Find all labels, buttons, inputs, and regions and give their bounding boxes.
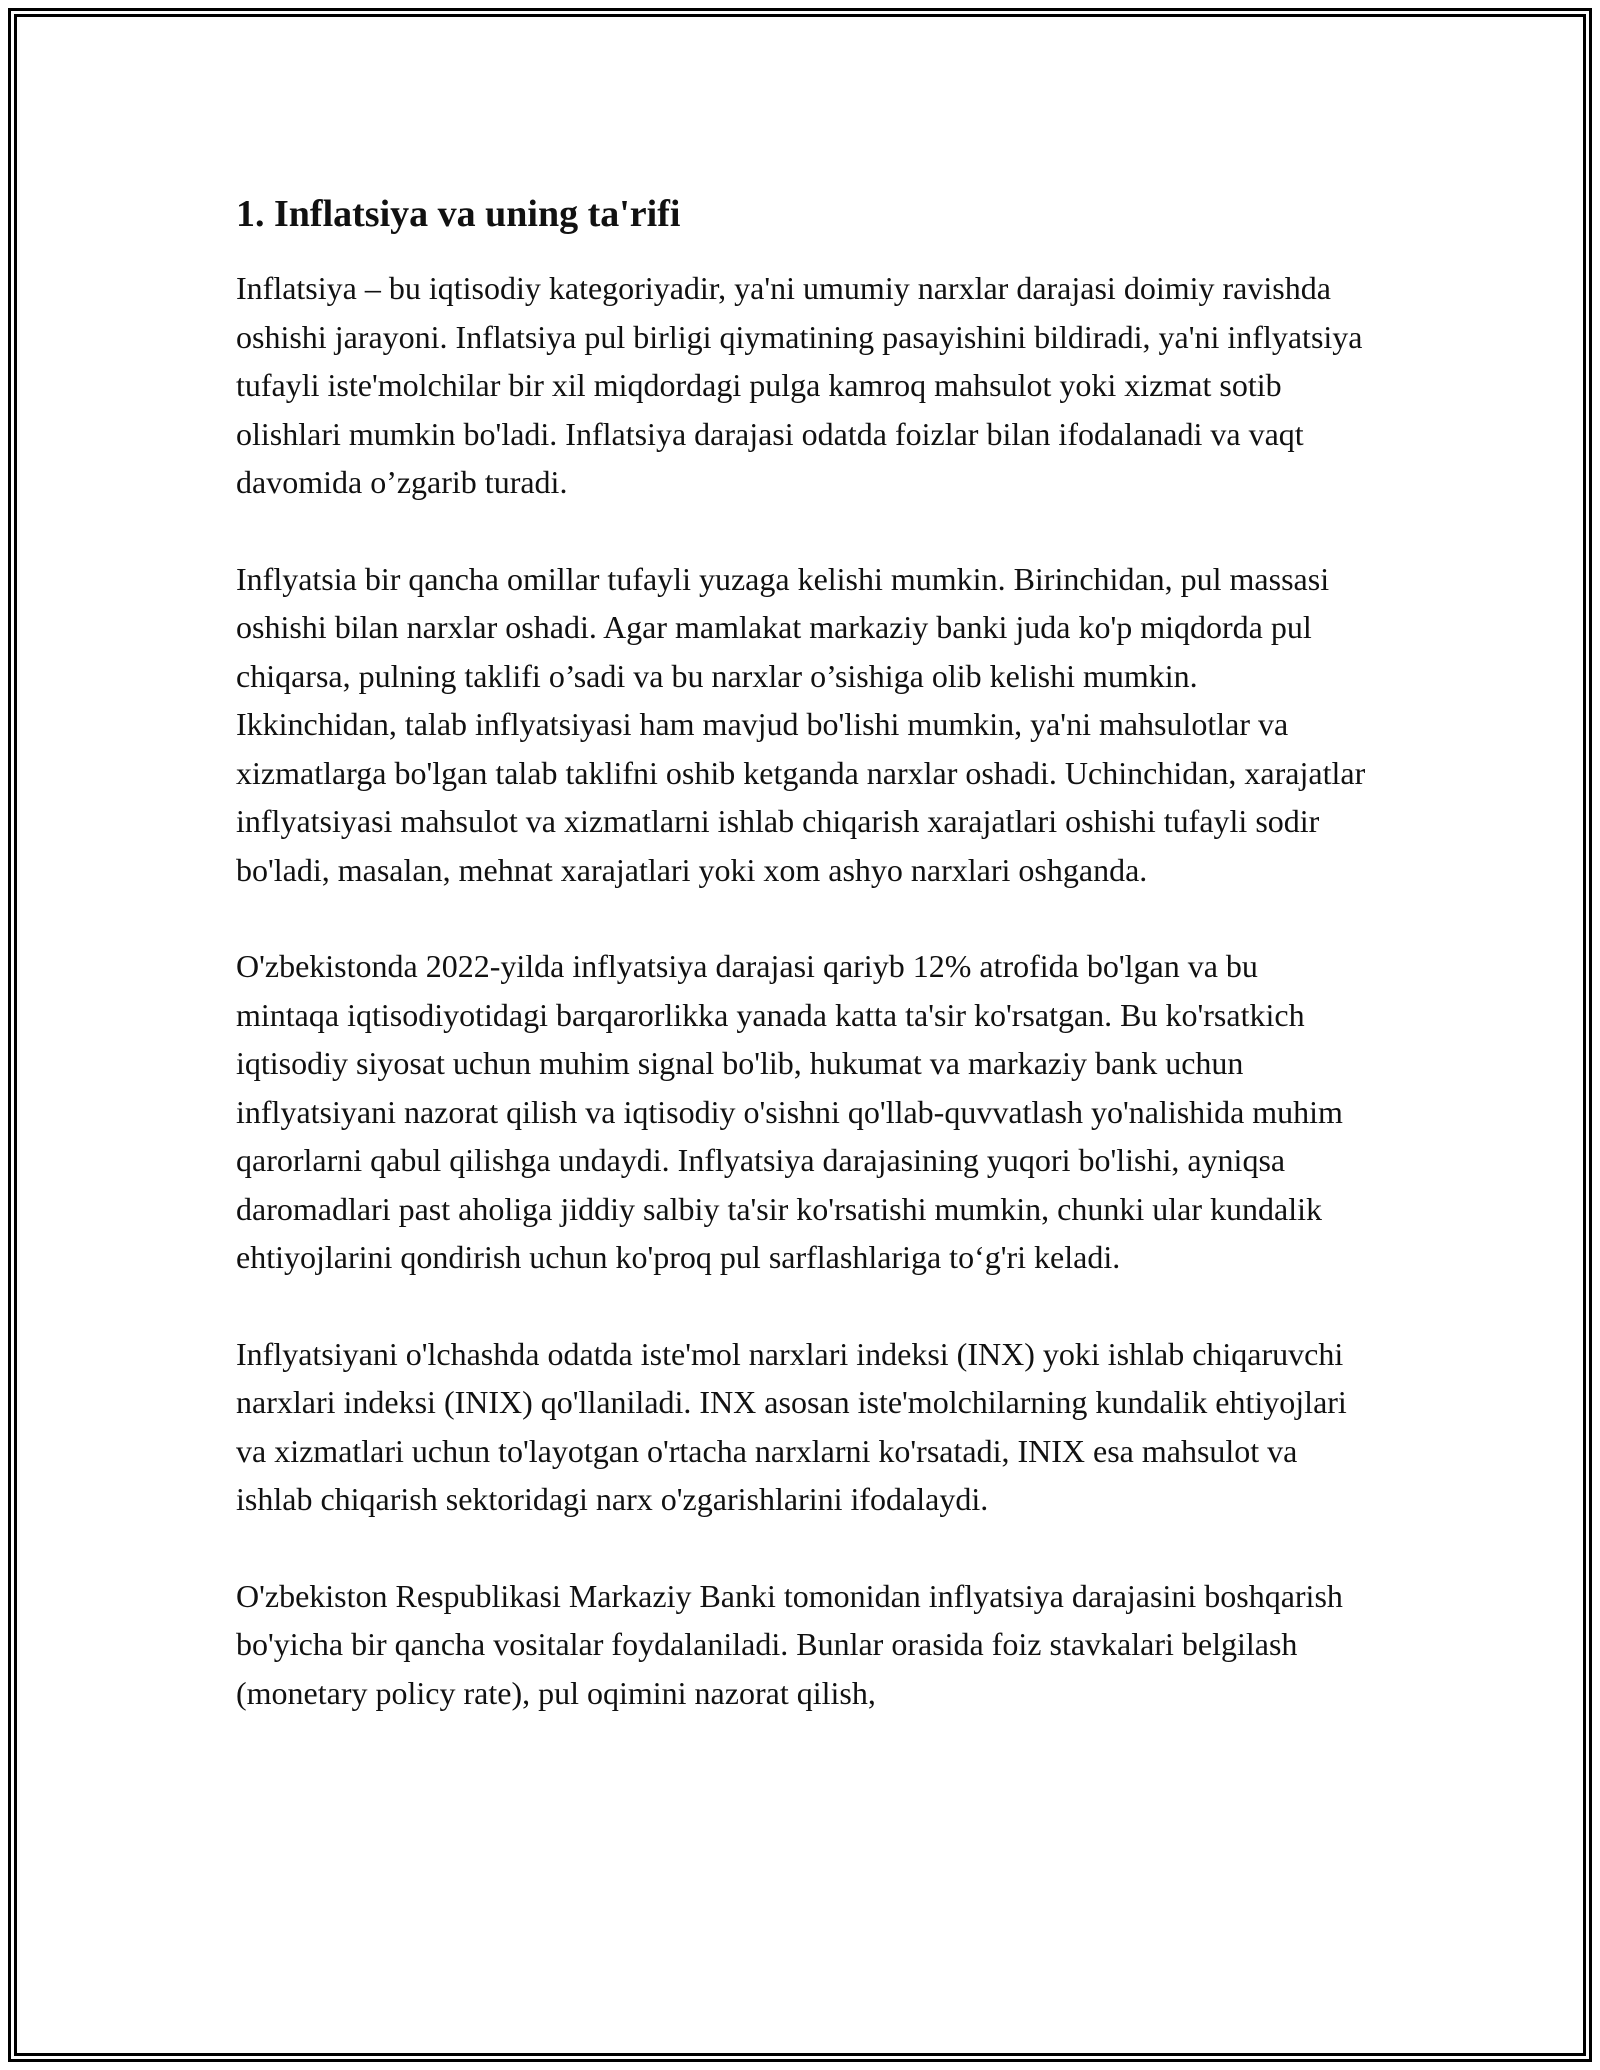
paragraph-definition: Inflatsiya – bu iqtisodiy kategoriyadir, ya'ni umumiy narxlar darajasi doimiy ravishda oshishi jarayoni. Inflatsiya pul birligi qiymatining pasayishini bildiradi, ya'ni inflyatsiya tufayli iste'molchilar bir xil miqdordagi pulga kamroq mahsulot yoki xizmat sotib olishlari mumkin bo'ladi. Inflatsiya darajasi odatda foizlar bilan ifodalanadi va vaqt davomida o’zgarib turadi. bbox=[236, 270, 1363, 500]
paragraph-central-bank: O'zbekiston Respublikasi Markaziy Banki tomonidan inflyatsiya darajasini boshqarish bo'yicha bir qancha vositalar foydalaniladi. Bunlar orasida foiz stavkalari belgilash (monetary policy rate), pul oqimini nazorat qilish, bbox=[236, 1577, 1343, 1711]
section-heading: 1. Inflatsiya va uning ta'rifi bbox=[236, 193, 681, 235]
paragraph-uzbekistan-2022: O'zbekistonda 2022-yilda inflyatsiya darajasi qariyb 12% atrofida bo'lgan va bu mintaqa iqtisodiyotidagi barqarorlikka yanada katta ta'sir ko'rsatgan. Bu ko'rsatkich iqtisodiy siyosat uchun muhim signal bo'lib, hukumat va markaziy bank uchun inflyatsiyani nazorat qilish va iqtisodiy o'sishni qo'llab-quvvatlash yo'nalishida muhim qarorlarni qabul qilishga undaydi. Inflyatsiya darajasining yuqori bo'lishi, ayniqsa daromadlari past aholiga jiddiy salbiy ta'sir ko'rsatishi mumkin, chunki ular kundalik ehtiyojlarini qondirish uchun ko'proq pul sarflashlariga to‘g'ri keladi. bbox=[236, 948, 1343, 1275]
document-body bbox=[236, 188, 1366, 1765]
paragraph-causes: Inflyatsia bir qancha omillar tufayli yuzaga kelishi mumkin. Birinchidan, pul massasi oshishi bilan narxlar oshadi. Agar mamlakat markaziy banki juda ko'p miqdorda pul chiqarsa, pulning taklifi o’sadi va bu narxlar o’sishiga olib kelishi mumkin. Ikkinchidan, talab inflyatsiyasi ham mavjud bo'lishi mumkin, ya'ni mahsulotlar va xizmatlarga bo'lgan talab taklifni oshib ketganda narxlar oshadi. Uchinchidan, xarajatlar inflyatsiyasi mahsulot va xizmatlarni ishlab chiqarish xarajatlari oshishi tufayli sodir bo'ladi, masalan, mehnat xarajatlari yoki xom ashyo narxlari oshganda. bbox=[236, 560, 1366, 888]
paragraph-measurement: Inflyatsiyani o'lchashda odatda iste'mol narxlari indeksi (INX) yoki ishlab chiqaruvchi narxlari indeksi (INIX) qo'llaniladi. INX asosan iste'molchilarning kundalik ehtiyojlari va xizmatlari uchun to'layotgan o'rtacha narxlarni ko'rsatadi, INIX esa mahsulot va ishlab chiqarish sektoridagi narx o'zgarishlarini ifodalaydi. bbox=[236, 1335, 1347, 1517]
